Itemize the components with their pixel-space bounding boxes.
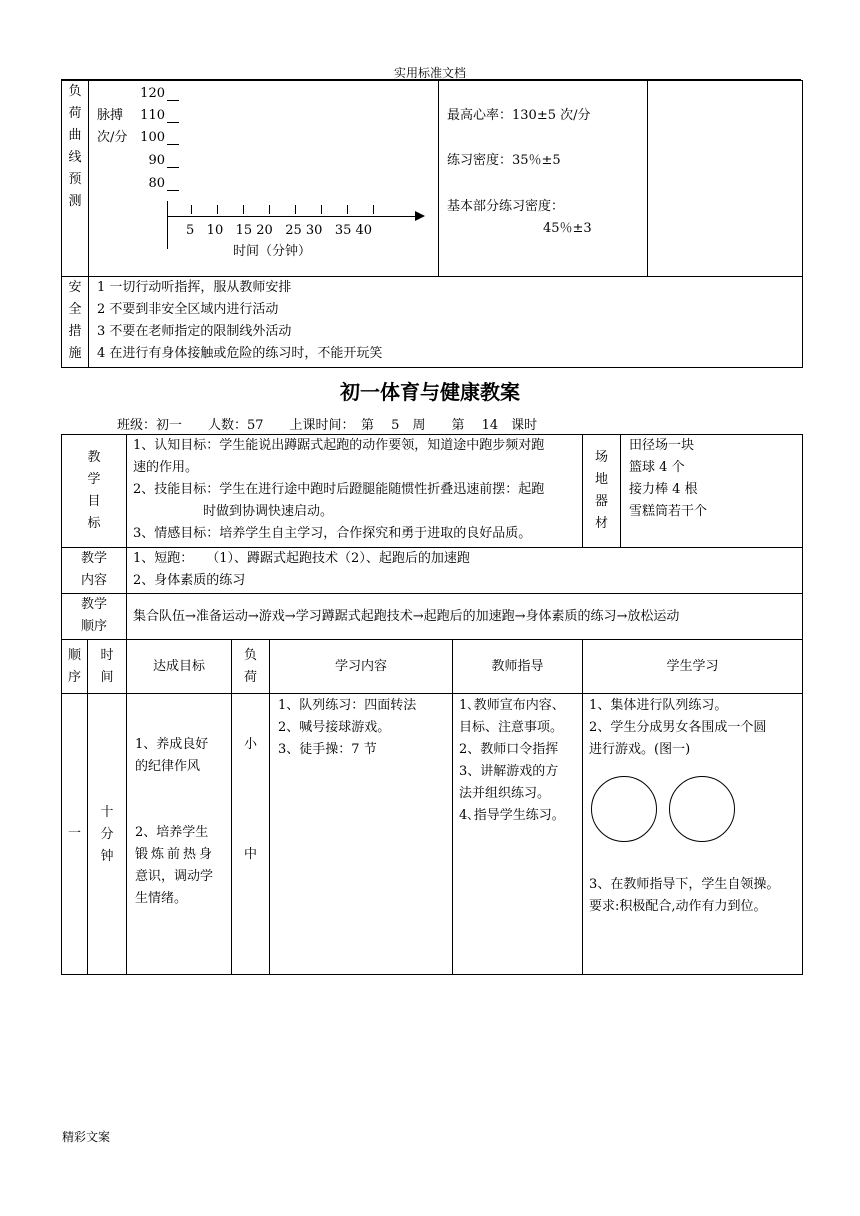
goal-line: 1、认知目标：学生能说出蹲踞式起跑的动作要领，知道途中跑步频对跑 bbox=[133, 438, 545, 453]
content-text bbox=[127, 548, 803, 594]
goals-text bbox=[127, 435, 583, 548]
row-student bbox=[583, 694, 803, 975]
label-char: 线 bbox=[68, 150, 82, 165]
teacher-item: 2、教师口令指挥 bbox=[459, 742, 559, 757]
col-text: 间 bbox=[100, 669, 114, 685]
circle-diagram-1 bbox=[591, 776, 657, 842]
student-item: 进行游戏。(图一) bbox=[589, 742, 691, 757]
teacher-item: 1､教师宣布内容、 bbox=[459, 698, 565, 713]
label-text: 顺序 bbox=[81, 619, 108, 634]
y-mark bbox=[167, 100, 179, 101]
goal-line: 3、情感目标：培养学生自主学习，合作探究和勇于进取的良好品质。 bbox=[133, 526, 532, 541]
col-load bbox=[232, 640, 270, 694]
col-text: 时 bbox=[100, 647, 114, 663]
content-line: 2、身体素质的练习 bbox=[133, 573, 246, 588]
x-tick bbox=[217, 205, 218, 214]
col-teacher: 教师指导 bbox=[453, 640, 583, 694]
practice-density: 练习密度：35％±5 bbox=[447, 153, 561, 168]
page-header: 实用标准文档 bbox=[393, 66, 466, 80]
col-text: 负 bbox=[244, 647, 258, 663]
label-char: 全 bbox=[68, 302, 82, 317]
x-axis-line bbox=[167, 216, 417, 217]
load-text: 中 bbox=[244, 847, 258, 862]
goal-text: 生情绪。 bbox=[135, 891, 188, 906]
y-axis-label-2: 次/分 bbox=[97, 130, 128, 145]
label-char: 目 bbox=[87, 494, 101, 509]
row-goals bbox=[127, 694, 232, 975]
student-item: 1、集体进行队列练习。 bbox=[589, 698, 728, 713]
col-text: 荷 bbox=[244, 669, 258, 685]
label-char: 施 bbox=[68, 346, 82, 361]
x-tick bbox=[269, 205, 270, 214]
label-char: 安 bbox=[68, 280, 82, 295]
x-tick bbox=[321, 205, 322, 214]
time-char: 分 bbox=[100, 827, 114, 842]
teacher-item: 法并组织练习。 bbox=[459, 786, 551, 801]
x-tick bbox=[243, 205, 244, 214]
learn-item: 2、喊号接球游戏。 bbox=[278, 720, 391, 735]
col-text: 序 bbox=[67, 669, 81, 685]
label-char: 预 bbox=[68, 172, 82, 187]
y-axis-line bbox=[167, 201, 168, 249]
goals-label bbox=[62, 435, 127, 548]
load-curve-label bbox=[62, 81, 89, 277]
safety-item: 2 不要到非安全区域内进行活动 bbox=[97, 302, 279, 317]
venue-item: 接力棒 4 根 bbox=[629, 482, 698, 497]
safety-item: 4 在进行有身体接触或危险的练习时，不能开玩笑 bbox=[97, 346, 383, 361]
venue-items bbox=[621, 435, 803, 548]
goal-text: 锻炼前热身 bbox=[135, 847, 216, 862]
x-tick bbox=[347, 205, 348, 214]
x-axis-label: 时间（分钟） bbox=[233, 244, 312, 259]
time-char: 钟 bbox=[100, 849, 114, 864]
label-char: 材 bbox=[595, 516, 609, 531]
venue-item: 田径场一块 bbox=[629, 438, 695, 453]
row-teacher bbox=[453, 694, 583, 975]
class-info: 班级：初一 人数：57 上课时间： 第 5 周 第 14 课时 bbox=[117, 418, 538, 433]
learn-item: 1、队列练习：四面转法 bbox=[278, 698, 417, 713]
goal-text: 的纪律作风 bbox=[135, 759, 201, 774]
goal-text: 意识，调动学 bbox=[135, 869, 214, 884]
venue-item: 篮球 4 个 bbox=[629, 460, 685, 475]
row-time bbox=[88, 694, 127, 975]
col-learn: 学习内容 bbox=[270, 640, 453, 694]
x-tick bbox=[295, 205, 296, 214]
label-char: 教 bbox=[87, 450, 101, 465]
goal-line: 速的作用。 bbox=[133, 460, 199, 475]
y-mark bbox=[167, 122, 179, 123]
x-tick-labels: 5 10 15 20 25 30 35 40 bbox=[186, 223, 373, 238]
label-char: 荷 bbox=[68, 106, 82, 121]
y-tick-120: 120 bbox=[140, 86, 165, 101]
y-tick-110: 110 bbox=[140, 108, 165, 123]
label-char: 标 bbox=[87, 516, 101, 531]
safety-item: 1 一切行动听指挥，服从教师安排 bbox=[97, 280, 292, 295]
order-label bbox=[62, 594, 127, 640]
content-line: 1、短跑： （1）、蹲踞式起跑技术（2）、起跑后的加速跑 bbox=[133, 551, 470, 566]
safety-items bbox=[89, 277, 803, 368]
goal-text: 2、培养学生 bbox=[135, 825, 209, 840]
safety-item: 3 不要在老师指定的限制线外活动 bbox=[97, 324, 292, 339]
col-time bbox=[88, 640, 127, 694]
label-char: 器 bbox=[595, 494, 609, 509]
y-tick-100: 100 bbox=[140, 130, 165, 145]
label-char: 措 bbox=[68, 324, 82, 339]
label-char: 场 bbox=[595, 450, 609, 465]
col-goal: 达成目标 bbox=[127, 640, 232, 694]
col-student: 学生学习 bbox=[583, 640, 803, 694]
venue-item: 雪糕筒若干个 bbox=[629, 504, 708, 519]
circle-diagram-2 bbox=[669, 776, 735, 842]
row-load bbox=[232, 694, 270, 975]
order-text: 集合队伍→准备运动→游戏→学习蹲踞式起跑技术→起跑后的加速跑→身体素质的练习→放松运动 bbox=[127, 594, 803, 640]
load-text: 小 bbox=[244, 737, 258, 752]
y-mark bbox=[167, 190, 179, 191]
teacher-item: 目标、注意事项。 bbox=[459, 720, 564, 735]
time-char: 十 bbox=[100, 805, 114, 820]
student-item: 2、学生分成男女各围成一个圆 bbox=[589, 720, 767, 735]
load-curve-metrics bbox=[439, 81, 648, 277]
goal-line: 时做到协调快速启动。 bbox=[203, 504, 334, 519]
student-item: 要求:积极配合,动作有力到位。 bbox=[589, 899, 767, 914]
y-axis-label-1: 脉搏 bbox=[97, 108, 124, 123]
student-item: 3、在教师指导下，学生自领操。 bbox=[589, 877, 780, 892]
y-tick-90: 90 bbox=[148, 153, 165, 168]
label-char: 负 bbox=[68, 84, 82, 99]
basic-density-value: 45％±3 bbox=[543, 221, 592, 236]
row-seq: 一 bbox=[62, 694, 88, 975]
venue-label bbox=[583, 435, 621, 548]
empty-cell bbox=[648, 81, 803, 277]
x-tick bbox=[373, 205, 374, 214]
y-tick-80: 80 bbox=[148, 176, 165, 191]
x-axis-arrow-icon bbox=[415, 211, 425, 221]
lesson-plan-table bbox=[61, 434, 803, 975]
label-char: 曲 bbox=[68, 128, 82, 143]
y-mark bbox=[167, 144, 179, 145]
label-char: 学 bbox=[87, 472, 101, 487]
safety-label bbox=[62, 277, 89, 368]
col-seq bbox=[62, 640, 88, 694]
goal-line: 2、技能目标：学生在进行途中跑时后蹬腿能随惯性折叠迅速前摆：起跑 bbox=[133, 482, 545, 497]
label-text: 教学 bbox=[81, 597, 108, 612]
learn-item: 3、徒手操：7 节 bbox=[278, 742, 377, 757]
max-heart-rate: 最高心率：130±5 次/分 bbox=[447, 108, 591, 123]
content-label bbox=[62, 548, 127, 594]
label-text: 教学 bbox=[81, 551, 108, 566]
goal-text: 1、养成良好 bbox=[135, 737, 209, 752]
col-text: 顺 bbox=[67, 647, 81, 663]
teacher-item: 4､指导学生练习。 bbox=[459, 808, 565, 823]
page-footer: 精彩文案 bbox=[62, 1130, 111, 1144]
basic-density-label: 基本部分练习密度： bbox=[447, 199, 565, 214]
row-learn bbox=[270, 694, 453, 975]
label-text: 内容 bbox=[81, 573, 108, 588]
label-char: 测 bbox=[68, 194, 82, 209]
load-curve-graph bbox=[89, 81, 439, 277]
load-safety-table bbox=[61, 80, 803, 368]
y-mark bbox=[167, 167, 179, 168]
x-tick bbox=[191, 205, 192, 214]
teacher-item: 3、讲解游戏的方 bbox=[459, 764, 559, 779]
label-char: 地 bbox=[595, 472, 609, 487]
page-title: 初一体育与健康教案 bbox=[340, 380, 520, 404]
